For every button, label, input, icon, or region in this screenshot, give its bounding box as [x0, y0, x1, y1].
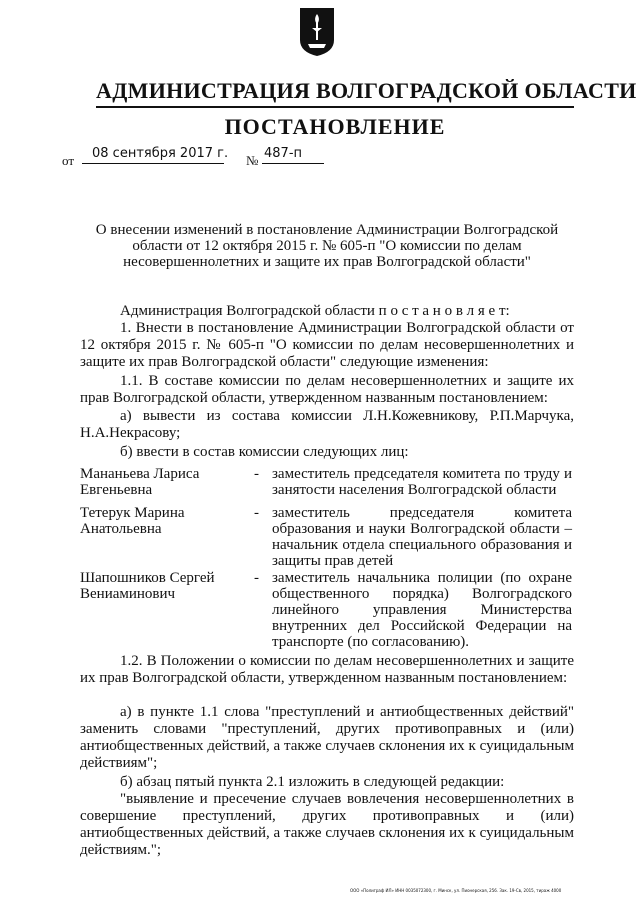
clause-1-1-a: а) вывести из состава комиссии Л.Н.Кожевникову, Р.П.Марчука, Н.А.Некрасову;	[80, 408, 574, 441]
clause-1-1: 1.1. В составе комиссии по делам несовершеннолетних и защите их прав Волгоградской области, утвержденном названным постановлением:	[80, 373, 574, 406]
clause-1-1-b: б) ввести в состав комиссии следующих лиц:	[120, 444, 409, 460]
date-label: от	[62, 153, 75, 168]
member-role: заместитель председателя комитета образования и науки Волгоградской области – начальник отдела специального образования и защиты прав детей	[272, 505, 572, 569]
resolution-intro: Администрация Волгоградской области п о с т а н о в л я е т:	[120, 303, 510, 319]
organization-title: АДМИНИСТРАЦИЯ ВОЛГОГРАДСКОЙ ОБЛАСТИ	[96, 78, 637, 103]
member-name: Тетерук Марина Анатольевна	[80, 505, 185, 537]
member-dash: -	[254, 570, 259, 586]
clause-1-2-b-text: "выявление и пресечение случаев вовлечения несовершеннолетних в совершение преступлений, других противоправных и (или) антиобщественных действий, а также случаев склонения их к суицидальным действиям.";	[80, 791, 574, 858]
member-role: заместитель начальника полиции (по охране общественного порядка) Волгоградского линейного управления Министерства внутренних дел Российской Федерации на транспорте (по согласованию).	[272, 570, 572, 650]
clause-1-2: 1.2. В Положении о комиссии по делам несовершеннолетних и защите их прав Волгоградской области, утвержденном названным постановлением:	[80, 653, 574, 686]
document-subject: О внесении изменений в постановление Администрации Волгоградской области от 12 октября 2015 г. № 605-п "О комиссии по делам несовершеннолетних и защите их прав Волгоградской области"	[95, 222, 559, 270]
print-footer: ООО «Полиграф ИЛ» ИНН 0035072300, г. Минск, ул. Пионерская, 256. Зак. 19-Св, 2015, тираж 4000	[350, 888, 562, 893]
date-value: 08 сентября 2017 г.	[92, 146, 229, 161]
document-type: ПОСТАНОВЛЕНИЕ	[224, 114, 446, 139]
number-label: №	[246, 153, 259, 168]
header-divider	[96, 106, 574, 108]
clause-1: 1. Внести в постановление Администрации Волгоградской области от 12 октября 2015 г. № 605-п "О комиссии по делам несовершеннолетних и защите их прав Волгоградской области" следующие изменения:	[80, 320, 574, 370]
member-name: Мананьева Лариса Евгеньевна	[80, 466, 200, 498]
member-name: Шапошников Сергей Вениаминович	[80, 570, 215, 602]
member-dash: -	[254, 505, 259, 521]
member-dash: -	[254, 466, 259, 482]
clause-1-2-b: б) абзац пятый пункта 2.1 изложить в следующей редакции:	[120, 774, 505, 790]
clause-1-2-a: а) в пункте 1.1 слова "преступлений и антиобщественных действий" заменить словами "преступлений, других противоправных и (или) антиобщественных действий, а также случаев склонения их к суицидальным действиям";	[80, 704, 574, 771]
number-underline	[262, 163, 324, 164]
date-underline	[82, 163, 224, 164]
volgograd-coat-of-arms-icon	[298, 6, 336, 58]
number-value: 487-п	[264, 146, 303, 161]
member-role: заместитель председателя комитета по труду и занятости населения Волгоградской области	[272, 466, 572, 498]
